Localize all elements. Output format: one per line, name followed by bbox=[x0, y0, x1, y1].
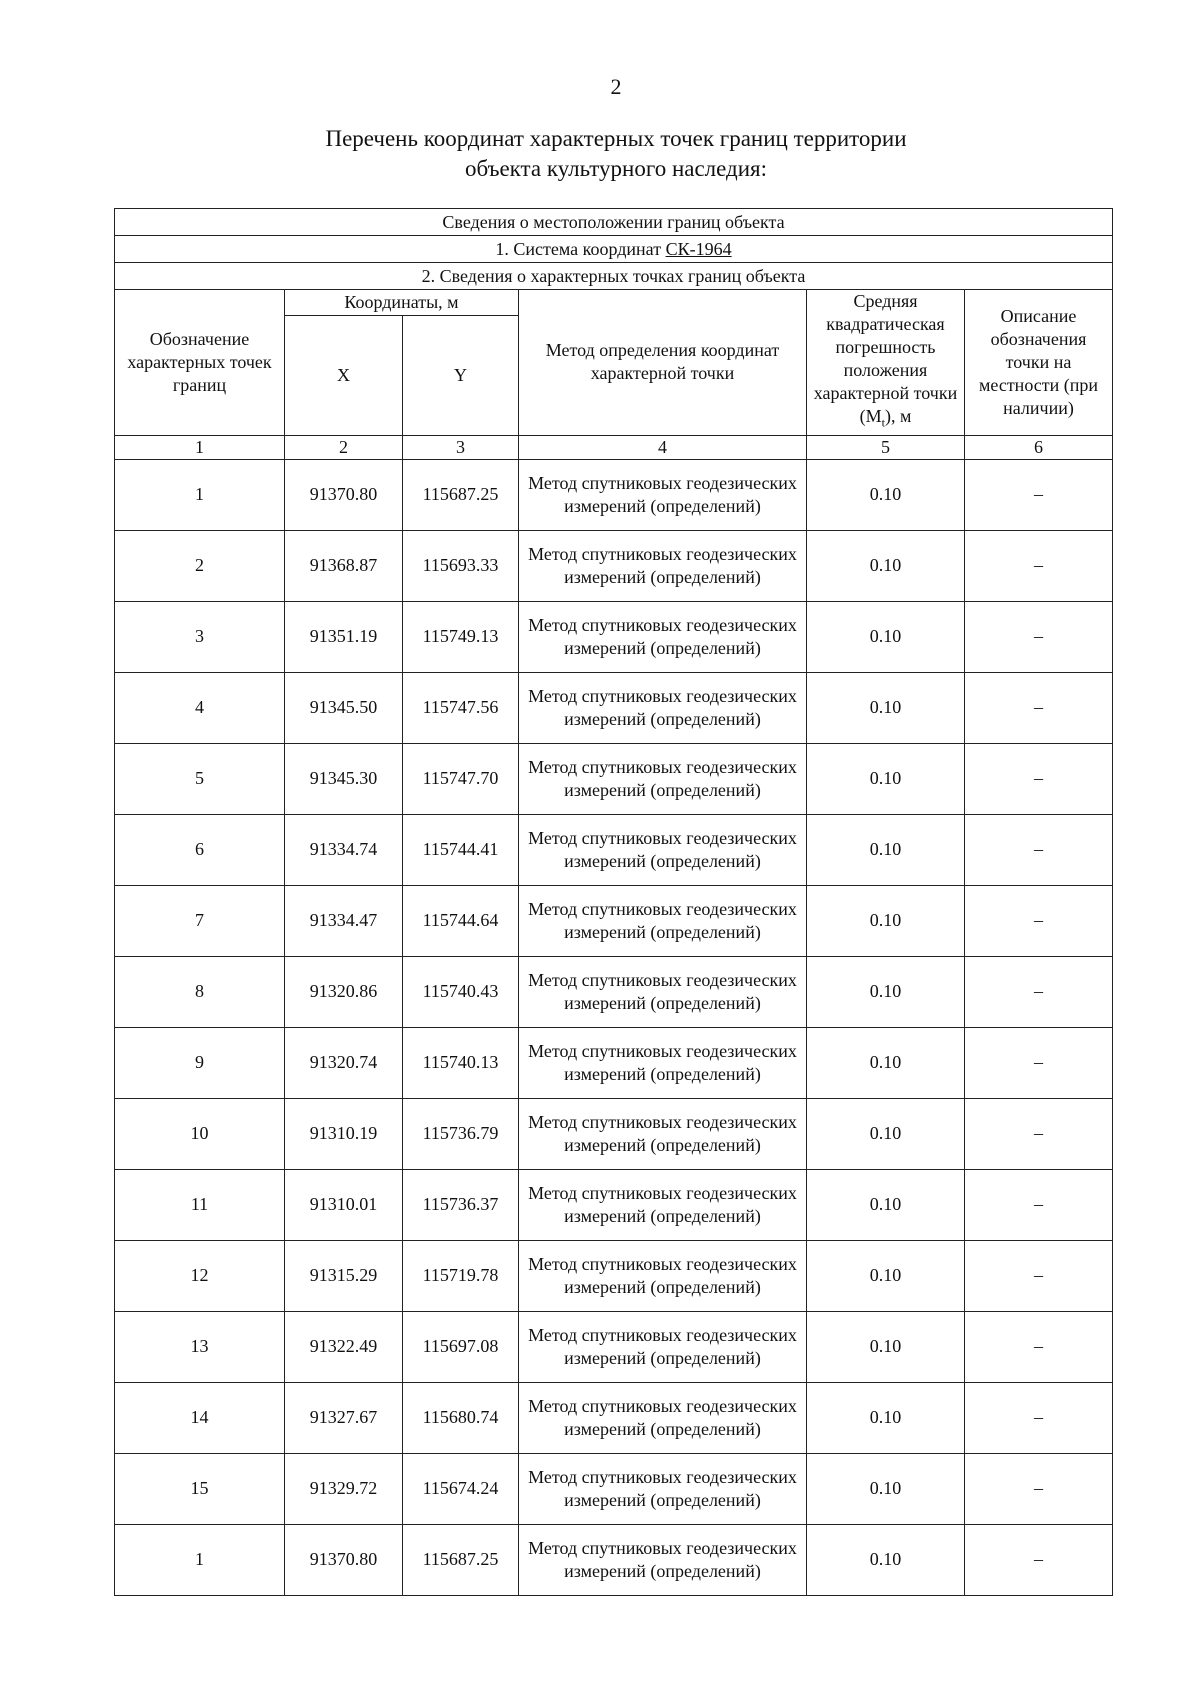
accuracy-cell: 0.10 bbox=[807, 530, 965, 601]
header-designation: Обозначение характерных точек границ bbox=[115, 290, 285, 436]
description-cell: – bbox=[965, 530, 1113, 601]
column-number: 4 bbox=[519, 435, 807, 459]
coord-system-cell bbox=[115, 236, 1113, 263]
method-cell: Метод спутниковых геодезических измерений (определений) bbox=[519, 743, 807, 814]
section-header: Сведения о местоположении границ объекта bbox=[115, 209, 1113, 236]
table-row bbox=[115, 672, 1113, 743]
coord-system-value: СК-1964 bbox=[665, 238, 732, 259]
y-coordinate-cell: 115736.37 bbox=[403, 1169, 519, 1240]
column-number: 3 bbox=[403, 435, 519, 459]
y-coordinate-cell: 115747.70 bbox=[403, 743, 519, 814]
point-cell: 6 bbox=[115, 814, 285, 885]
method-cell: Метод спутниковых геодезических измерений (определений) bbox=[519, 1240, 807, 1311]
table-row bbox=[115, 885, 1113, 956]
description-cell: – bbox=[965, 1311, 1113, 1382]
accuracy-cell: 0.10 bbox=[807, 743, 965, 814]
header-accuracy bbox=[807, 290, 965, 436]
accuracy-cell: 0.10 bbox=[807, 1311, 965, 1382]
column-number: 1 bbox=[115, 435, 285, 459]
description-cell: – bbox=[965, 1098, 1113, 1169]
point-cell: 8 bbox=[115, 956, 285, 1027]
x-coordinate-cell: 91368.87 bbox=[285, 530, 403, 601]
x-coordinate-cell: 91370.80 bbox=[285, 459, 403, 530]
accuracy-cell: 0.10 bbox=[807, 1169, 965, 1240]
accuracy-cell: 0.10 bbox=[807, 814, 965, 885]
point-cell: 1 bbox=[115, 1524, 285, 1595]
table-row bbox=[115, 1240, 1113, 1311]
column-number: 2 bbox=[285, 435, 403, 459]
point-cell: 7 bbox=[115, 885, 285, 956]
accuracy-cell: 0.10 bbox=[807, 885, 965, 956]
x-coordinate-cell: 91334.47 bbox=[285, 885, 403, 956]
table-row bbox=[115, 1524, 1113, 1595]
table-row bbox=[115, 814, 1113, 885]
title-line-1: Перечень координат характерных точек границ территории bbox=[325, 126, 907, 151]
point-cell: 4 bbox=[115, 672, 285, 743]
y-coordinate-cell: 115740.13 bbox=[403, 1027, 519, 1098]
description-cell: – bbox=[965, 1240, 1113, 1311]
header-coordinates: Координаты, м bbox=[285, 290, 519, 316]
point-cell: 3 bbox=[115, 601, 285, 672]
point-cell: 1 bbox=[115, 459, 285, 530]
method-cell: Метод спутниковых геодезических измерений (определений) bbox=[519, 885, 807, 956]
y-coordinate-cell: 115744.41 bbox=[403, 814, 519, 885]
point-cell: 15 bbox=[115, 1453, 285, 1524]
description-cell: – bbox=[965, 1169, 1113, 1240]
point-cell: 11 bbox=[115, 1169, 285, 1240]
x-coordinate-cell: 91334.74 bbox=[285, 814, 403, 885]
method-cell: Метод спутниковых геодезических измерений (определений) bbox=[519, 1524, 807, 1595]
table-row bbox=[115, 459, 1113, 530]
accuracy-cell: 0.10 bbox=[807, 956, 965, 1027]
point-cell: 14 bbox=[115, 1382, 285, 1453]
x-coordinate-cell: 91322.49 bbox=[285, 1311, 403, 1382]
accuracy-subscript: t bbox=[881, 415, 885, 430]
header-x: X bbox=[285, 315, 403, 435]
point-cell: 13 bbox=[115, 1311, 285, 1382]
method-cell: Метод спутниковых геодезических измерений (определений) bbox=[519, 1453, 807, 1524]
x-coordinate-cell: 91345.50 bbox=[285, 672, 403, 743]
method-cell: Метод спутниковых геодезических измерений (определений) bbox=[519, 814, 807, 885]
method-cell: Метод спутниковых геодезических измерений (определений) bbox=[519, 459, 807, 530]
description-cell: – bbox=[965, 601, 1113, 672]
method-cell: Метод спутниковых геодезических измерений (определений) bbox=[519, 1169, 807, 1240]
x-coordinate-cell: 91320.86 bbox=[285, 956, 403, 1027]
accuracy-cell: 0.10 bbox=[807, 1240, 965, 1311]
coordinates-table bbox=[114, 208, 1113, 1596]
section-header-row bbox=[115, 209, 1113, 236]
column-number: 5 bbox=[807, 435, 965, 459]
point-cell: 10 bbox=[115, 1098, 285, 1169]
header-row-1 bbox=[115, 290, 1113, 316]
coord-system-row bbox=[115, 236, 1113, 263]
document-title bbox=[0, 124, 1200, 184]
method-cell: Метод спутниковых геодезических измерений (определений) bbox=[519, 1382, 807, 1453]
table-row bbox=[115, 1382, 1113, 1453]
method-cell: Метод спутниковых геодезических измерений (определений) bbox=[519, 672, 807, 743]
header-y: Y bbox=[403, 315, 519, 435]
table-row bbox=[115, 1311, 1113, 1382]
accuracy-cell: 0.10 bbox=[807, 459, 965, 530]
table-row bbox=[115, 956, 1113, 1027]
accuracy-cell: 0.10 bbox=[807, 672, 965, 743]
y-coordinate-cell: 115747.56 bbox=[403, 672, 519, 743]
points-label: 2. Сведения о характерных точках границ объекта bbox=[115, 263, 1113, 290]
description-cell: – bbox=[965, 956, 1113, 1027]
x-coordinate-cell: 91351.19 bbox=[285, 601, 403, 672]
method-cell: Метод спутниковых геодезических измерений (определений) bbox=[519, 1098, 807, 1169]
y-coordinate-cell: 115680.74 bbox=[403, 1382, 519, 1453]
description-cell: – bbox=[965, 814, 1113, 885]
y-coordinate-cell: 115674.24 bbox=[403, 1453, 519, 1524]
x-coordinate-cell: 91310.01 bbox=[285, 1169, 403, 1240]
table-row bbox=[115, 1169, 1113, 1240]
column-numbers-row bbox=[115, 435, 1113, 459]
method-cell: Метод спутниковых геодезических измерений (определений) bbox=[519, 1311, 807, 1382]
description-cell: – bbox=[965, 1382, 1113, 1453]
y-coordinate-cell: 115740.43 bbox=[403, 956, 519, 1027]
table-row bbox=[115, 530, 1113, 601]
y-coordinate-cell: 115744.64 bbox=[403, 885, 519, 956]
y-coordinate-cell: 115693.33 bbox=[403, 530, 519, 601]
page-number: 2 bbox=[610, 74, 622, 99]
table-row bbox=[115, 1027, 1113, 1098]
method-cell: Метод спутниковых геодезических измерений (определений) bbox=[519, 601, 807, 672]
point-cell: 5 bbox=[115, 743, 285, 814]
header-description: Описание обозначения точки на местности (при наличии) bbox=[965, 290, 1113, 436]
accuracy-cell: 0.10 bbox=[807, 1382, 965, 1453]
description-cell: – bbox=[965, 743, 1113, 814]
x-coordinate-cell: 91345.30 bbox=[285, 743, 403, 814]
x-coordinate-cell: 91370.80 bbox=[285, 1524, 403, 1595]
description-cell: – bbox=[965, 459, 1113, 530]
accuracy-cell: 0.10 bbox=[807, 1098, 965, 1169]
table-row bbox=[115, 1453, 1113, 1524]
accuracy-cell: 0.10 bbox=[807, 1524, 965, 1595]
method-cell: Метод спутниковых геодезических измерений (определений) bbox=[519, 1027, 807, 1098]
y-coordinate-cell: 115697.08 bbox=[403, 1311, 519, 1382]
header-method: Метод определения координат характерной точки bbox=[519, 290, 807, 436]
accuracy-cell: 0.10 bbox=[807, 601, 965, 672]
point-cell: 9 bbox=[115, 1027, 285, 1098]
table-row bbox=[115, 1098, 1113, 1169]
x-coordinate-cell: 91310.19 bbox=[285, 1098, 403, 1169]
accuracy-cell: 0.10 bbox=[807, 1453, 965, 1524]
accuracy-prefix: Средняя квадратическая погрешность положения характерной точки (M bbox=[813, 291, 958, 426]
table-row bbox=[115, 743, 1113, 814]
x-coordinate-cell: 91315.29 bbox=[285, 1240, 403, 1311]
y-coordinate-cell: 115687.25 bbox=[403, 1524, 519, 1595]
accuracy-suffix: ), м bbox=[884, 406, 912, 426]
y-coordinate-cell: 115719.78 bbox=[403, 1240, 519, 1311]
point-cell: 12 bbox=[115, 1240, 285, 1311]
description-cell: – bbox=[965, 1524, 1113, 1595]
description-cell: – bbox=[965, 1453, 1113, 1524]
table-row bbox=[115, 601, 1113, 672]
title-line-2: объекта культурного наследия: bbox=[464, 156, 768, 181]
coord-system-label: 1. Система координат bbox=[495, 238, 666, 259]
y-coordinate-cell: 115687.25 bbox=[403, 459, 519, 530]
points-label-row bbox=[115, 263, 1113, 290]
point-cell: 2 bbox=[115, 530, 285, 601]
description-cell: – bbox=[965, 1027, 1113, 1098]
accuracy-cell: 0.10 bbox=[807, 1027, 965, 1098]
method-cell: Метод спутниковых геодезических измерений (определений) bbox=[519, 956, 807, 1027]
x-coordinate-cell: 91329.72 bbox=[285, 1453, 403, 1524]
description-cell: – bbox=[965, 672, 1113, 743]
y-coordinate-cell: 115736.79 bbox=[403, 1098, 519, 1169]
method-cell: Метод спутниковых геодезических измерений (определений) bbox=[519, 530, 807, 601]
column-number: 6 bbox=[965, 435, 1113, 459]
y-coordinate-cell: 115749.13 bbox=[403, 601, 519, 672]
x-coordinate-cell: 91320.74 bbox=[285, 1027, 403, 1098]
x-coordinate-cell: 91327.67 bbox=[285, 1382, 403, 1453]
description-cell: – bbox=[965, 885, 1113, 956]
